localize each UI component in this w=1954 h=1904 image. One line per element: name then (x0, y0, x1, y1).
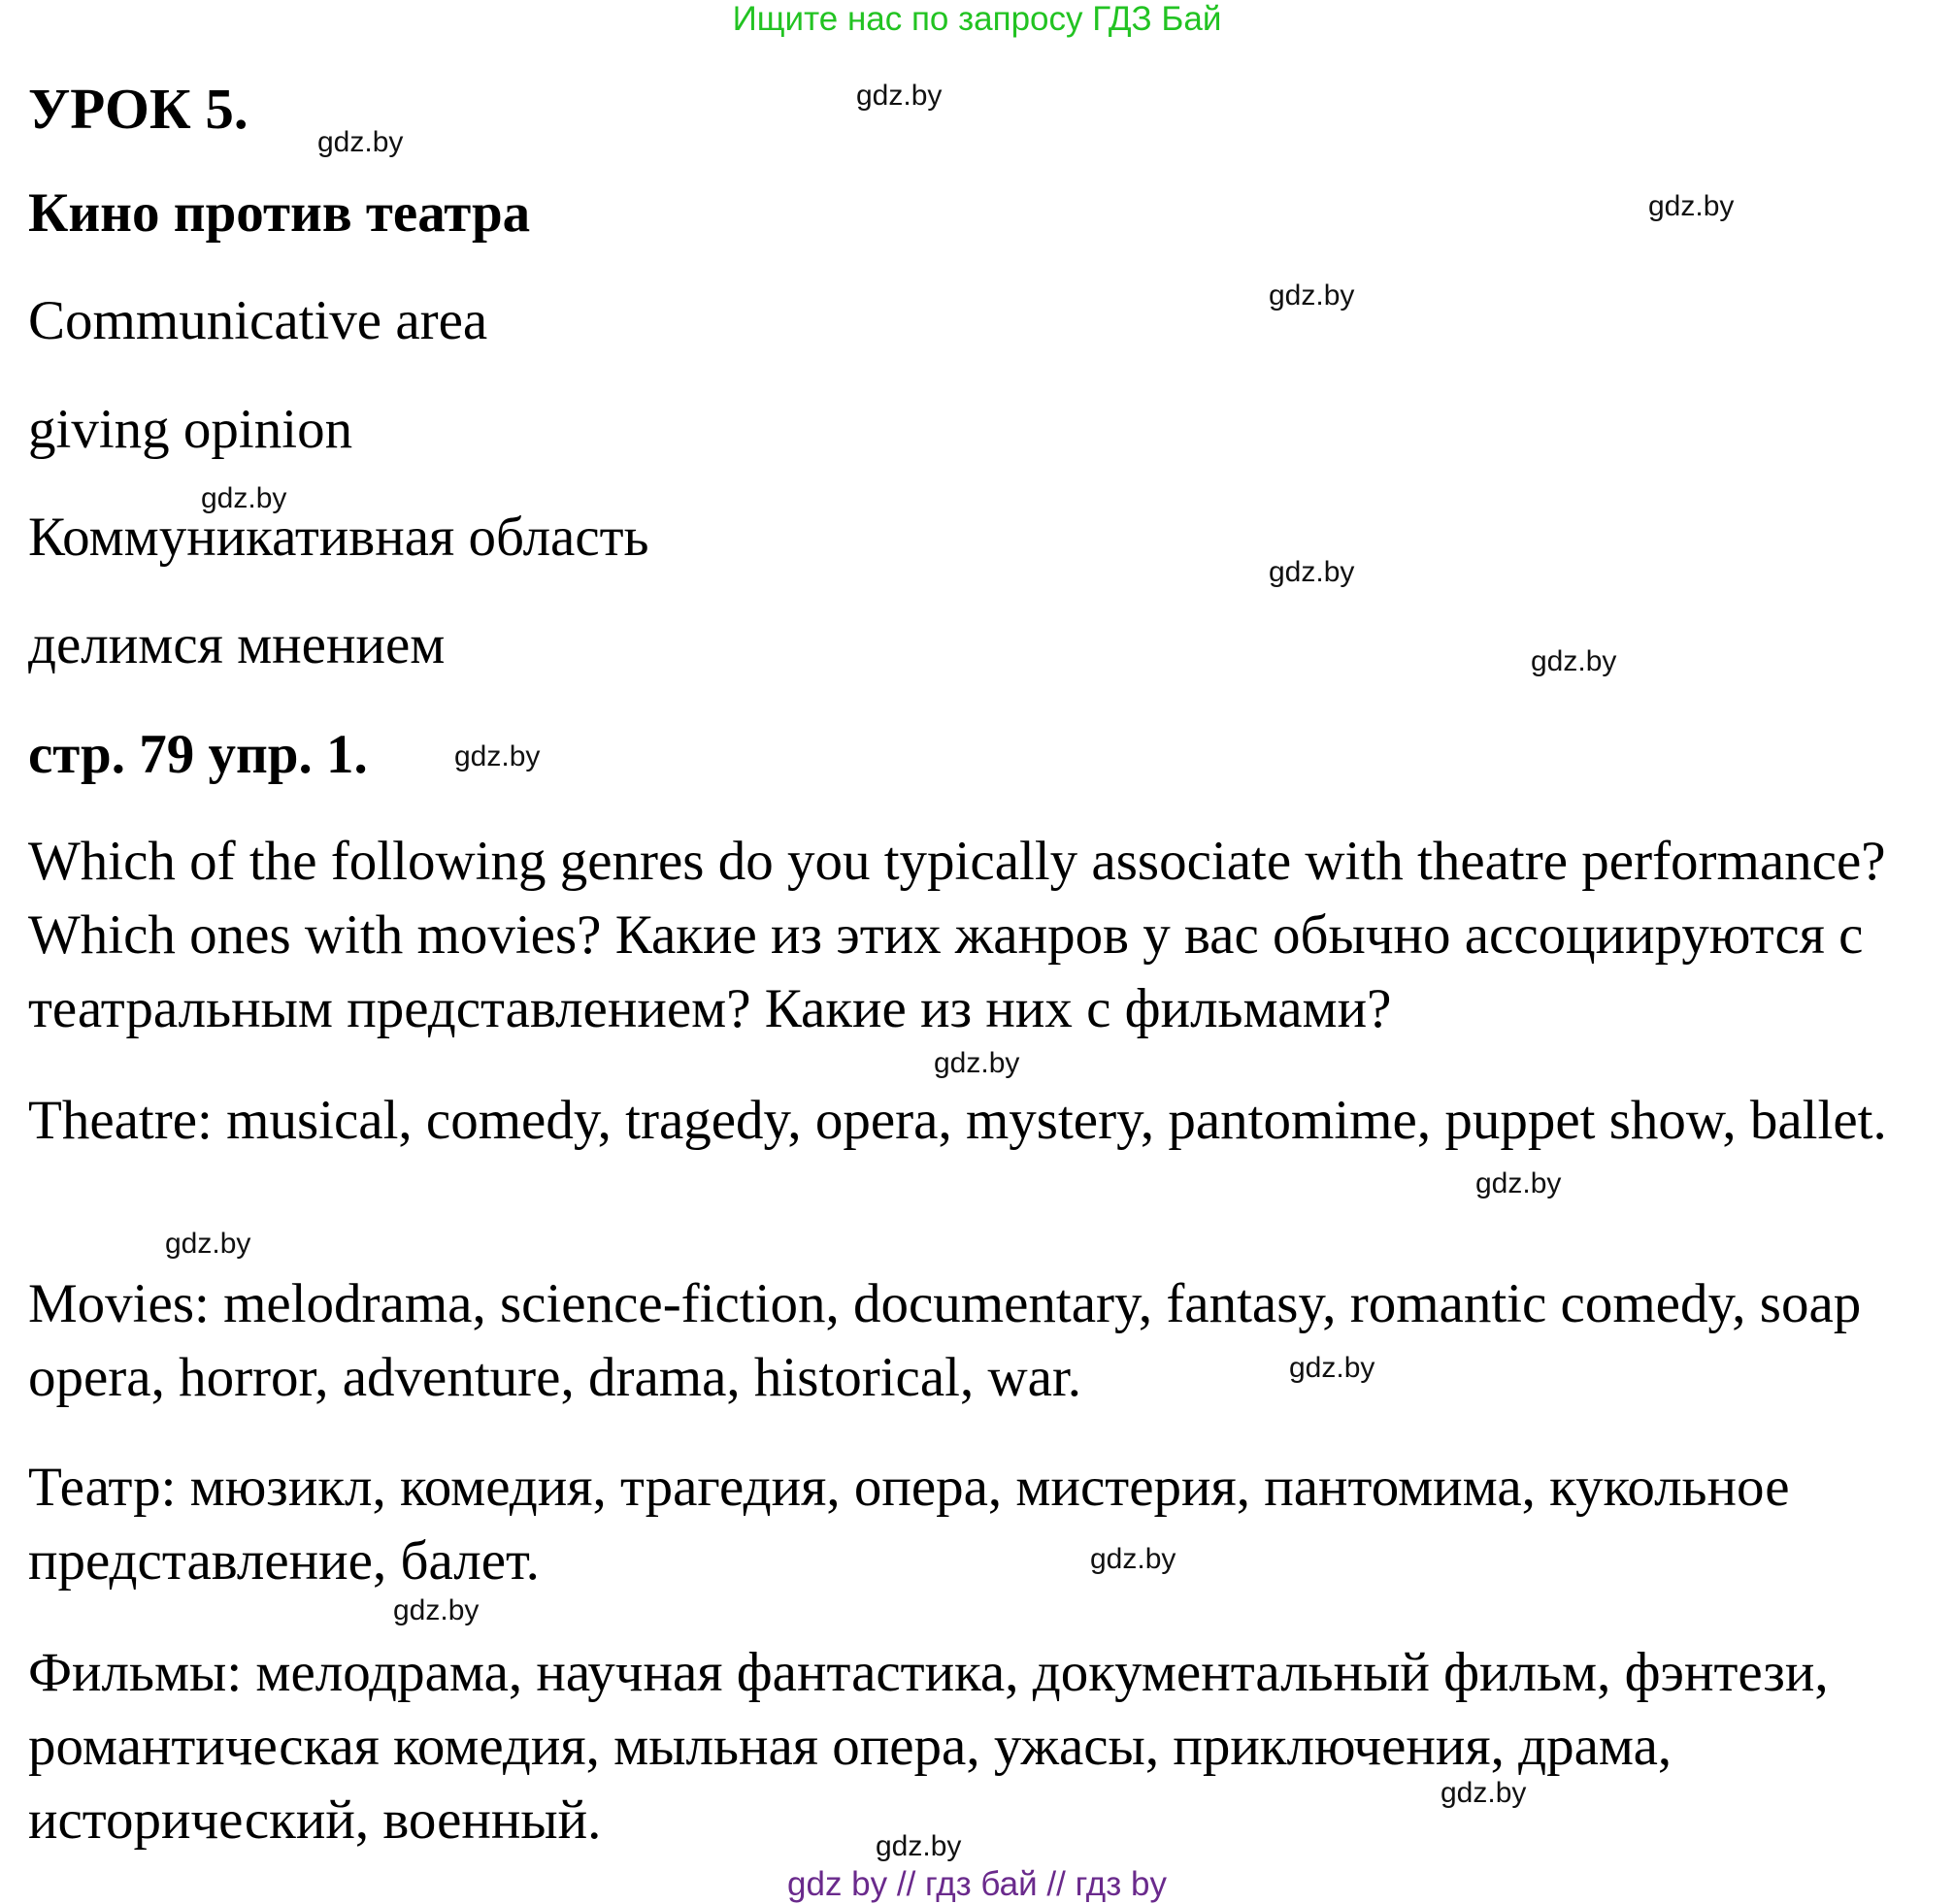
footer-links[interactable]: gdz by // гдз бай // гдз by (787, 1865, 1167, 1903)
intro-line-4: делимся мнением (28, 614, 446, 675)
exercise-question: Which of the following genres do you typically associate with theatre performance? Which ones with movies? Какие из этих жанров у вас обычно ассоциируются с театральным представлением? Какие из них с фильмами? (28, 831, 1886, 1039)
watermark: gdz.by (1090, 1543, 1176, 1575)
watermark: gdz.by (876, 1830, 962, 1862)
watermark: gdz.by (201, 482, 287, 514)
movies-genres-en: Movies: melodrama, science-fiction, documentary, fantasy, romantic comedy, soap opera, horror, adventure, drama, historical, war. (28, 1273, 1862, 1408)
theatre-genres-ru: Театр: мюзикл, комедия, трагедия, опера, мистерия, пантомима, кукольное представление, балет. (28, 1457, 1790, 1592)
intro-line-1: Communicative area (28, 290, 488, 351)
watermark: gdz.by (856, 80, 943, 112)
lesson-subtitle: Кино против театра (28, 182, 531, 244)
intro-line-3: Коммуникативная область (28, 507, 649, 568)
theatre-genres-en: Theatre: musical, comedy, tragedy, opera, mystery, pantomime, puppet show, ballet. (28, 1090, 1887, 1151)
watermark: gdz.by (165, 1228, 251, 1260)
intro-line-2: giving opinion (28, 399, 353, 460)
watermark: gdz.by (454, 740, 541, 772)
movies-genres-ru: Фильмы: мелодрама, научная фантастика, документальный фильм, фэнтези, романтическая комедия, мыльная опера, ужасы, приключения, драма, исторический, военный. (28, 1642, 1829, 1851)
watermark: gdz.by (1269, 556, 1355, 588)
watermark: gdz.by (1441, 1777, 1527, 1809)
watermark: gdz.by (1269, 279, 1355, 312)
watermark: gdz.by (1531, 645, 1617, 677)
watermark: gdz.by (934, 1047, 1020, 1079)
watermark: gdz.by (393, 1594, 480, 1626)
watermark: gdz.by (1475, 1167, 1562, 1199)
watermark: gdz.by (1289, 1352, 1375, 1384)
watermark: gdz.by (317, 126, 404, 158)
watermark: gdz.by (1648, 190, 1735, 222)
lesson-title: УРОК 5. (28, 77, 248, 141)
exercise-title: стр. 79 упр. 1. (28, 724, 368, 785)
top-banner[interactable]: Ищите нас по запросу ГДЗ Бай (732, 0, 1222, 38)
